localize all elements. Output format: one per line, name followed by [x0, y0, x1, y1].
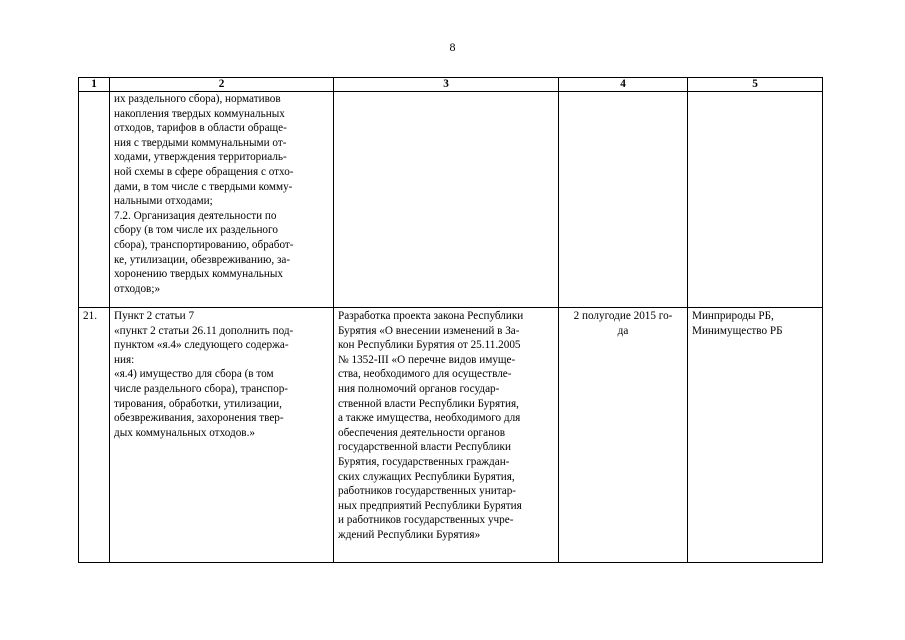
row-number-cell: 21. — [79, 308, 110, 563]
responsible-cell — [688, 92, 823, 308]
page-number: 8 — [449, 40, 456, 54]
header-col-3: 3 — [334, 78, 559, 92]
row-number-cell — [79, 92, 110, 308]
provision-text-cell: их раздельного сбора), нормативов накопления твердых коммунальных отходов, тарифов в области обраще- ния с твердыми коммунальными от- ходами, утверждения территориаль- ной схемы в сфере обращения с отхо- дами, в том числе с твердыми комму- нальными отходами; 7.2. Организация деятельности по сбору (в том числе их раздельного сбора), транспортированию, обработ- ке, утилизации, обезвреживанию, за- хоронению твердых коммунальных отходов;» — [110, 92, 334, 308]
measure-text-cell — [334, 92, 559, 308]
measure-text-cell: Разработка проекта закона Республики Бурятия «О внесении изменений в За- кон Республики Бурятия от 25.11.2005 № 1352-III «О перечне видов имуще- ства, необходимого для осуществле- ния полномочий органов государ- ственной власти Республики Бурятия, а также имущества, необходимого для обеспечения деятельности органов государственной власти Республики Бурятия, государственных граждан- ских служащих Республики Бурятия, работников государственных унитар- ных предприятий Республики Бурятия и работников государственных учре- ждений Республики Бурятия» — [334, 308, 559, 563]
table-header — [79, 78, 823, 92]
header-row — [79, 78, 823, 92]
deadline-cell — [559, 92, 688, 308]
header-col-5: 5 — [688, 78, 823, 92]
table-row — [79, 308, 823, 563]
table-body — [79, 92, 823, 563]
document-table — [78, 77, 823, 563]
deadline-cell: 2 полугодие 2015 го- да — [559, 308, 688, 563]
responsible-cell: Минприроды РБ, Минимущество РБ — [688, 308, 823, 563]
header-col-4: 4 — [559, 78, 688, 92]
header-col-2: 2 — [110, 78, 334, 92]
provision-text-cell: Пункт 2 статьи 7 «пункт 2 статьи 26.11 дополнить под- пунктом «я.4» следующего содержа- ния: «я.4) имущество для сбора (в том числе раздельного сбора), транспор- тирования, обработки, утилизации, обезвреживания, захоронения твер- дых коммунальных отходов.» — [110, 308, 334, 563]
header-col-1: 1 — [79, 78, 110, 92]
table-row — [79, 92, 823, 308]
